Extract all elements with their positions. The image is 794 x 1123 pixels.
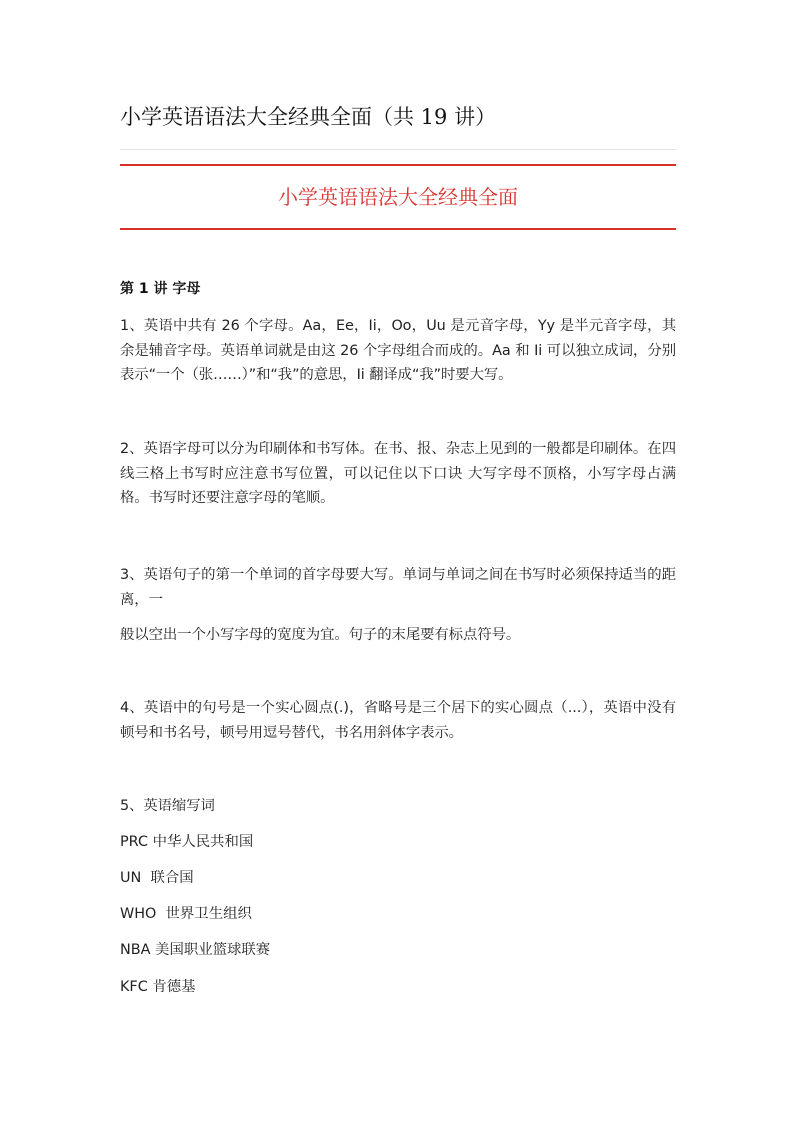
banner-bottom-rule	[120, 228, 676, 230]
abbreviation-item: PRC 中华人民共和国	[120, 834, 254, 850]
abbreviation-item: KFC 肯德基	[120, 979, 196, 995]
paragraph-3: 3、英语句子的第一个单词的首字母要大写。单词与单词之间在书写时必须保持适当的距离，一	[120, 567, 676, 608]
banner-heading: 小学英语语法大全经典全面	[278, 185, 518, 209]
paragraph-2: 2、英语字母可以分为印刷体和书写体。在书、报、杂志上见到的一般都是印刷体。在四线三格上书写时应注意书写位置，可以记住以下口诀 大写字母不顶格，小写字母占满格。书写时还要注意字母的笔顺。	[120, 441, 676, 506]
section-heading: 第 1 讲 字母	[120, 281, 201, 297]
paragraph-1: 1、英语中共有 26 个字母。Aa，Ee，Ii，Oo，Uu 是元音字母，Yy 是半元音字母，其余是辅音字母。英语单词就是由这 26 个字母组合而成的。Aa 和 Ii 可以独立成词，分别表示“一个（张……）”和“我”的意思，Ii 翻译成“我”时要大写。	[120, 318, 676, 383]
abbreviation-item: NBA 美国职业篮球联赛	[120, 942, 271, 958]
paragraph-4: 4、英语中的句号是一个实心圆点(.)，省略号是三个居下的实心圆点（...），英语中没有顿号和书名号，顿号用逗号替代，书名用斜体字表示。	[120, 700, 676, 741]
paragraph-5-heading: 5、英语缩写词	[120, 798, 215, 814]
title-divider	[120, 149, 676, 150]
banner-top-rule	[120, 164, 676, 166]
paragraph-3-continued: 般以空出一个小写字母的宽度为宜。句子的末尾要有标点符号。	[120, 627, 521, 643]
document-title: 小学英语语法大全经典全面（共 19 讲）	[120, 105, 497, 129]
abbreviation-item: WHO 世界卫生组织	[120, 906, 252, 922]
abbreviation-item: UN 联合国	[120, 870, 194, 886]
